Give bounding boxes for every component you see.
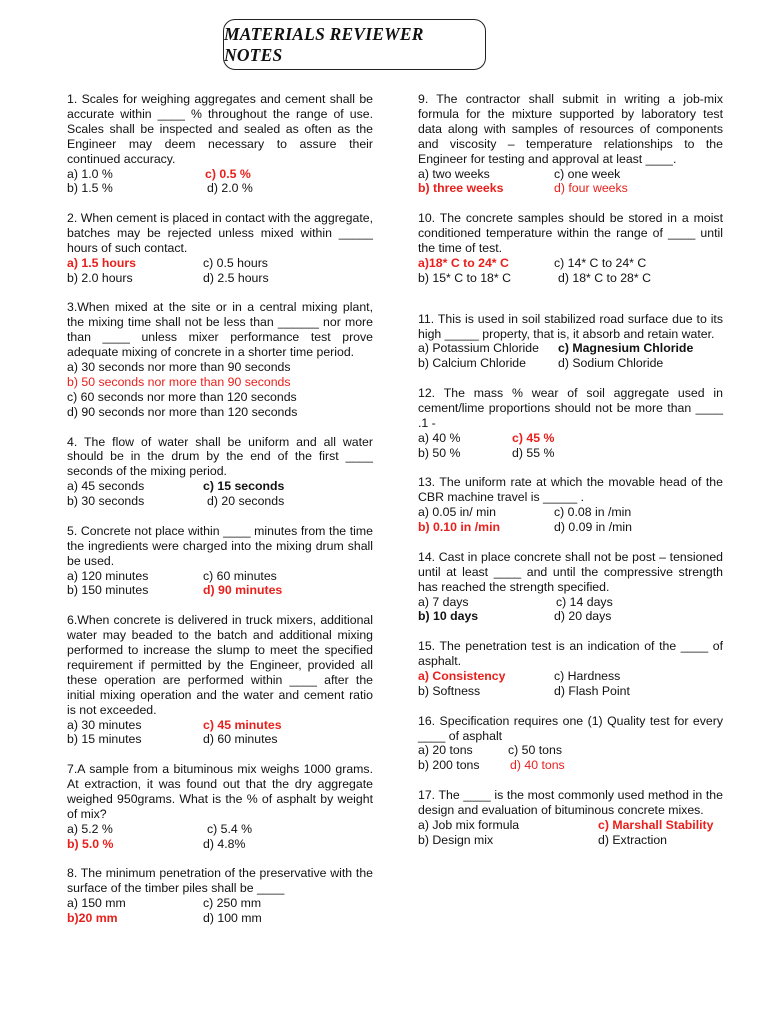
question-stem: 9. The contractor shall submit in writing a job-mix formula for the mixture supported by laboratory test data along with samples of resources of components and viscosity – temperature relationships to the Engineer for testing and approval at least ____.: [418, 92, 723, 166]
page-title: MATERIALS REVIEWER NOTES: [224, 23, 424, 65]
option-d: d) Extraction: [598, 832, 668, 847]
option-c: c) Hardness: [554, 668, 621, 683]
option-a: a) 45 seconds: [67, 479, 145, 494]
option-d: d) 2.5 hours: [203, 270, 269, 285]
option-b-answer: b) 50 seconds nor more than 90 seconds: [67, 375, 291, 389]
option-b: b) 30 seconds: [67, 494, 145, 509]
option-c: c) 14* C to 24* C: [554, 255, 647, 270]
question-4: [67, 435, 373, 510]
question-stem: 14. Cast in place concrete shall not be post – tensioned until at least ____ and until the compressive strength has reached the strength specified.: [418, 549, 723, 594]
option-d-answer: d) 90 minutes: [203, 583, 283, 598]
question-stem: 17. The ____ is the most commonly used method in the design and evaluation of bituminous concrete mixes.: [418, 788, 723, 817]
option-d: d) Flash Point: [554, 683, 630, 698]
option-d: d) 2.0 %: [207, 181, 253, 196]
option-d: d) 0.09 in /min: [554, 520, 632, 535]
option-a: a) 120 minutes: [67, 568, 149, 583]
option-c-answer: c) Magnesium Chloride: [558, 341, 694, 356]
option-c: c) 60 seconds nor more than 120 seconds: [67, 389, 297, 404]
left-column: [67, 92, 373, 941]
option-a: a) 150 mm: [67, 896, 126, 911]
option-a-answer: a) Consistency: [418, 668, 506, 683]
option-d: d) 4.8%: [203, 836, 246, 851]
option-b-answer: b)20 mm: [67, 911, 118, 926]
option-a: a) 20 tons: [418, 743, 473, 758]
option-c: c) one week: [554, 166, 621, 181]
option-a: a) Job mix formula: [418, 817, 520, 832]
question-stem: 12. The mass % wear of soil aggregate used in cement/lime proportions should not be more than ____ .1 -: [418, 386, 723, 430]
option-c: c) 0.08 in /min: [554, 505, 632, 520]
question-stem: 1. Scales for weighing aggregates and cement shall be accurate within ____ % throughout the range of use. Scales shall be inspected and sealed as often as the Engineer may deem necessary to assure their continued accuracy.: [67, 92, 373, 166]
option-a-answer: a)18* C to 24* C: [418, 255, 509, 270]
option-b: b) Calcium Chloride: [418, 356, 526, 371]
option-a: a) 7 days: [418, 594, 469, 609]
question-stem: 10. The concrete samples should be stored in a moist conditioned temperature within the range of ____ until the time of test.: [418, 211, 723, 255]
question-stem: 16. Specification requires one (1) Quality test for every ____ of asphalt: [418, 713, 723, 743]
option-d: d) 20 days: [554, 609, 612, 624]
option-a-answer: a) 1.5 hours: [67, 255, 137, 270]
question-14: [418, 550, 723, 625]
option-b: b) 15* C to 18* C: [418, 270, 511, 285]
option-b-answer: b) 10 days: [418, 609, 479, 624]
question-11: [418, 312, 723, 372]
option-c: c) 14 days: [556, 594, 613, 609]
question-stem: 5. Concrete not place within ____ minutes from the time the ingredients were charged into the mixing drum shall be used.: [67, 523, 373, 568]
option-a: a) 1.0 %: [67, 166, 113, 181]
option-a: a) 5.2 %: [67, 821, 113, 836]
question-12: [418, 386, 723, 461]
option-d: d) 55 %: [512, 445, 555, 460]
option-c: c) 50 tons: [508, 743, 562, 758]
title-box: [223, 19, 486, 70]
option-c: c) 250 mm: [203, 896, 262, 911]
question-9: [418, 92, 723, 196]
option-d: d) 18* C to 28* C: [558, 270, 651, 285]
question-1: [67, 92, 373, 196]
question-stem: 6.When concrete is delivered in truck mixers, additional water may beaded to the batch and additional mixing performed to increase the slump to meet the specified requirement if permitted by the Engineer, provided all these operation are performed within ____ after the initial mixing operation and the water and cement ratio is not exceeded.: [67, 613, 373, 717]
question-stem: 3.When mixed at the site or in a central mixing plant, the mixing time shall not be less than ______ nor more than ____ unless mixer performance test prove adequate mixing of concrete in a shorter time period.: [67, 300, 373, 360]
option-d: d) 90 seconds nor more than 120 seconds: [67, 404, 298, 419]
option-a: a) 0.05 in/ min: [418, 505, 496, 520]
option-d: d) four weeks: [554, 181, 628, 196]
option-d: d) 20 seconds: [207, 494, 285, 509]
option-b-answer: b) 0.10 in /min: [418, 520, 500, 535]
option-a: a) 40 %: [418, 430, 461, 445]
question-17: [418, 788, 723, 848]
option-b-answer: b) 5.0 %: [67, 836, 114, 851]
option-c: c) 60 minutes: [203, 568, 277, 583]
question-stem: 15. The penetration test is an indication of the ____ of asphalt.: [418, 639, 723, 669]
question-7: [67, 762, 373, 851]
option-c-answer: c) 15 seconds: [203, 479, 285, 494]
option-b: b) Design mix: [418, 832, 494, 847]
option-c-answer: c) 45 %: [512, 430, 555, 445]
question-16: [418, 714, 723, 774]
option-a: a) 30 minutes: [67, 717, 142, 732]
question-8: [67, 866, 373, 926]
question-stem: 4. The flow of water shall be uniform and all water should be in the drum by the end of the first ____ seconds of the mixing period.: [67, 434, 373, 479]
question-5: [67, 524, 373, 599]
question-stem: 2. When cement is placed in contact with the aggregate, batches may be rejected unless mixed within _____ hours of such contact.: [67, 211, 373, 255]
option-a: a) 30 seconds nor more than 90 seconds: [67, 360, 291, 375]
option-b-answer: b) three weeks: [418, 181, 504, 196]
question-6: [67, 613, 373, 747]
option-a: a) Potassium Chloride: [418, 341, 539, 356]
option-b: b) Softness: [418, 683, 481, 698]
option-b: b) 1.5 %: [67, 181, 113, 196]
question-2: [67, 211, 373, 286]
option-a: a) two weeks: [418, 166, 490, 181]
question-15: [418, 639, 723, 699]
option-c-answer: c) 45 minutes: [203, 717, 282, 732]
right-column: [418, 92, 723, 862]
option-c-answer: c) Marshall Stability: [598, 817, 714, 832]
question-stem: 8. The minimum penetration of the preservative with the surface of the timber piles shall be ____: [67, 866, 373, 896]
option-d: d) Sodium Chloride: [558, 356, 664, 371]
option-d: d) 100 mm: [203, 911, 262, 926]
option-c-answer: c) 0.5 %: [205, 166, 251, 181]
question-3: [67, 300, 373, 419]
option-d: d) 60 minutes: [203, 732, 278, 747]
option-b: b) 2.0 hours: [67, 270, 133, 285]
option-c: c) 5.4 %: [207, 821, 253, 836]
question-stem: 13. The uniform rate at which the movable head of the CBR machine travel is _____ .: [418, 475, 723, 505]
option-b: b) 150 minutes: [67, 583, 149, 598]
question-stem: 11. This is used in soil stabilized road surface due to its high _____ property, that is, it absorb and retain water.: [418, 311, 723, 341]
option-b: b) 200 tons: [418, 758, 480, 773]
question-13: [418, 475, 723, 535]
option-b: b) 15 minutes: [67, 732, 142, 747]
option-b: b) 50 %: [418, 445, 461, 460]
option-c: c) 0.5 hours: [203, 255, 268, 270]
question-stem: 7.A sample from a bituminous mix weighs 1000 grams. At extraction, it was found out that the dry aggregate weighed 950grams. What is the % of asphalt by weight of mix?: [67, 762, 373, 821]
question-10: [418, 211, 723, 286]
option-d-answer: d) 40 tons: [510, 758, 565, 773]
